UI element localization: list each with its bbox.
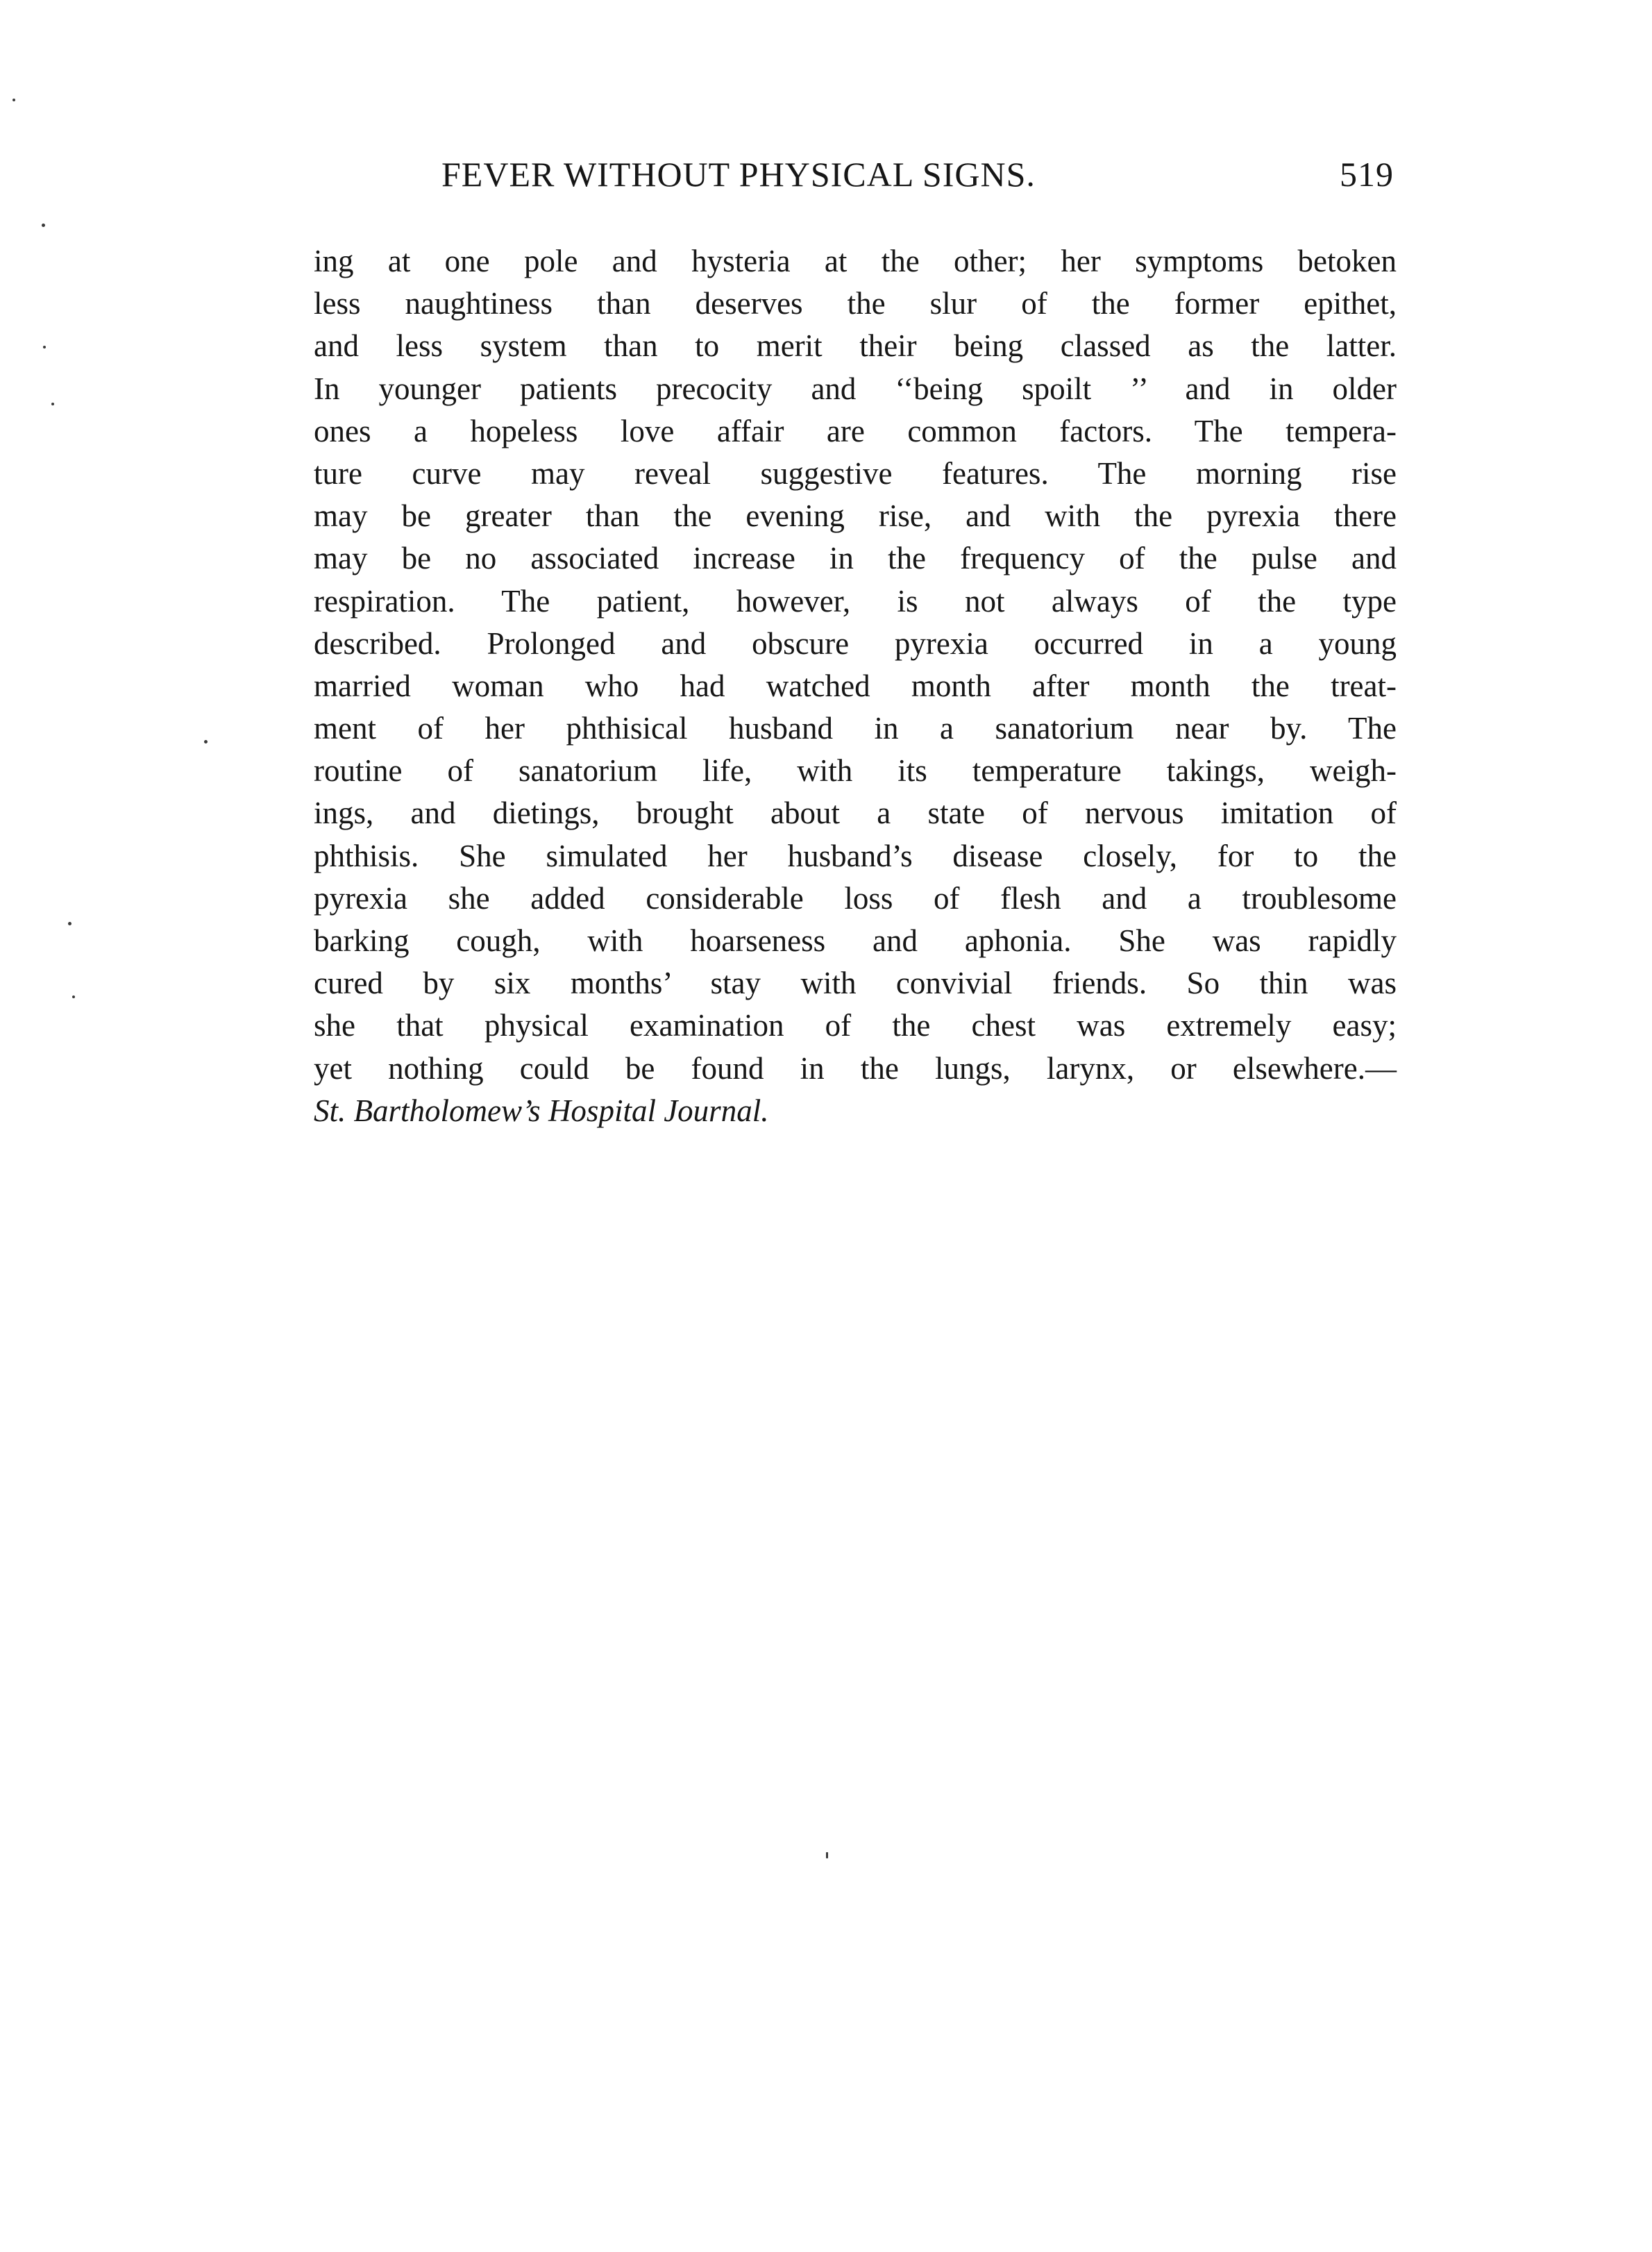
text-line: routine of sanatorium life, with its temperature takings, weigh- bbox=[314, 753, 1397, 789]
text-line: she that physical examination of the chest was extremely easy; bbox=[314, 1008, 1397, 1043]
text-line: pyrexia she added considerable loss of flesh and a troublesome bbox=[314, 880, 1397, 916]
text-line: respiration. The patient, however, is not always of the type bbox=[314, 583, 1397, 619]
text-line: In younger patients precocity and ‘‘being spoilt ’’ and in older bbox=[314, 371, 1397, 406]
text-line: ture curve may reveal suggestive features. The morning rise bbox=[314, 455, 1397, 491]
text-line: ing at one pole and hysteria at the other; her symptoms betoken bbox=[314, 244, 1397, 278]
text-line: may be no associated increase in the frequency of the pulse and bbox=[314, 541, 1397, 576]
text-line: described. Prolonged and obscure pyrexia occurred in a young bbox=[314, 625, 1397, 661]
text-line: barking cough, with hoarseness and aphonia. She was rapidly bbox=[314, 923, 1397, 958]
running-head-title: FEVER WITHOUT PHYSICAL SIGNS. bbox=[441, 155, 1036, 194]
body-paragraph bbox=[314, 240, 1397, 1132]
page-number: 519 bbox=[1340, 155, 1394, 194]
scan-speck bbox=[43, 346, 46, 348]
text-line: cured by six months’ stay with convivial friends. So thin was bbox=[314, 966, 1397, 1001]
scan-speck bbox=[204, 740, 208, 743]
scan-speck bbox=[51, 403, 54, 405]
text-line: ings, and dietings, brought about a state of nervous imitation of bbox=[314, 796, 1397, 831]
text-line: less naughtiness than deserves the slur of the former epithet, bbox=[314, 286, 1397, 321]
scan-speck bbox=[826, 1852, 828, 1858]
text-line: and less system than to merit their being classed as the latter. bbox=[314, 328, 1397, 364]
text-line: ones a hopeless love affair are common factors. The tempera- bbox=[314, 413, 1397, 448]
source-citation: St. Bartholomew’s Hospital Journal. bbox=[314, 1093, 769, 1128]
scan-speck bbox=[42, 224, 45, 227]
text-line: phthisis. She simulated her husband’s disease closely, for to the bbox=[314, 838, 1397, 873]
scan-speck bbox=[12, 99, 15, 101]
text-line: ment of her phthisical husband in a sanatorium near by. The bbox=[314, 711, 1397, 746]
scan-speck bbox=[68, 922, 71, 925]
scan-speck bbox=[72, 995, 75, 998]
text-line: may be greater than the evening rise, and with the pyrexia there bbox=[314, 498, 1397, 534]
text-line: married woman who had watched month after month the treat- bbox=[314, 668, 1397, 703]
running-head bbox=[441, 150, 1394, 199]
text-line: yet nothing could be found in the lungs, larynx, or elsewhere.— bbox=[314, 1050, 1397, 1086]
